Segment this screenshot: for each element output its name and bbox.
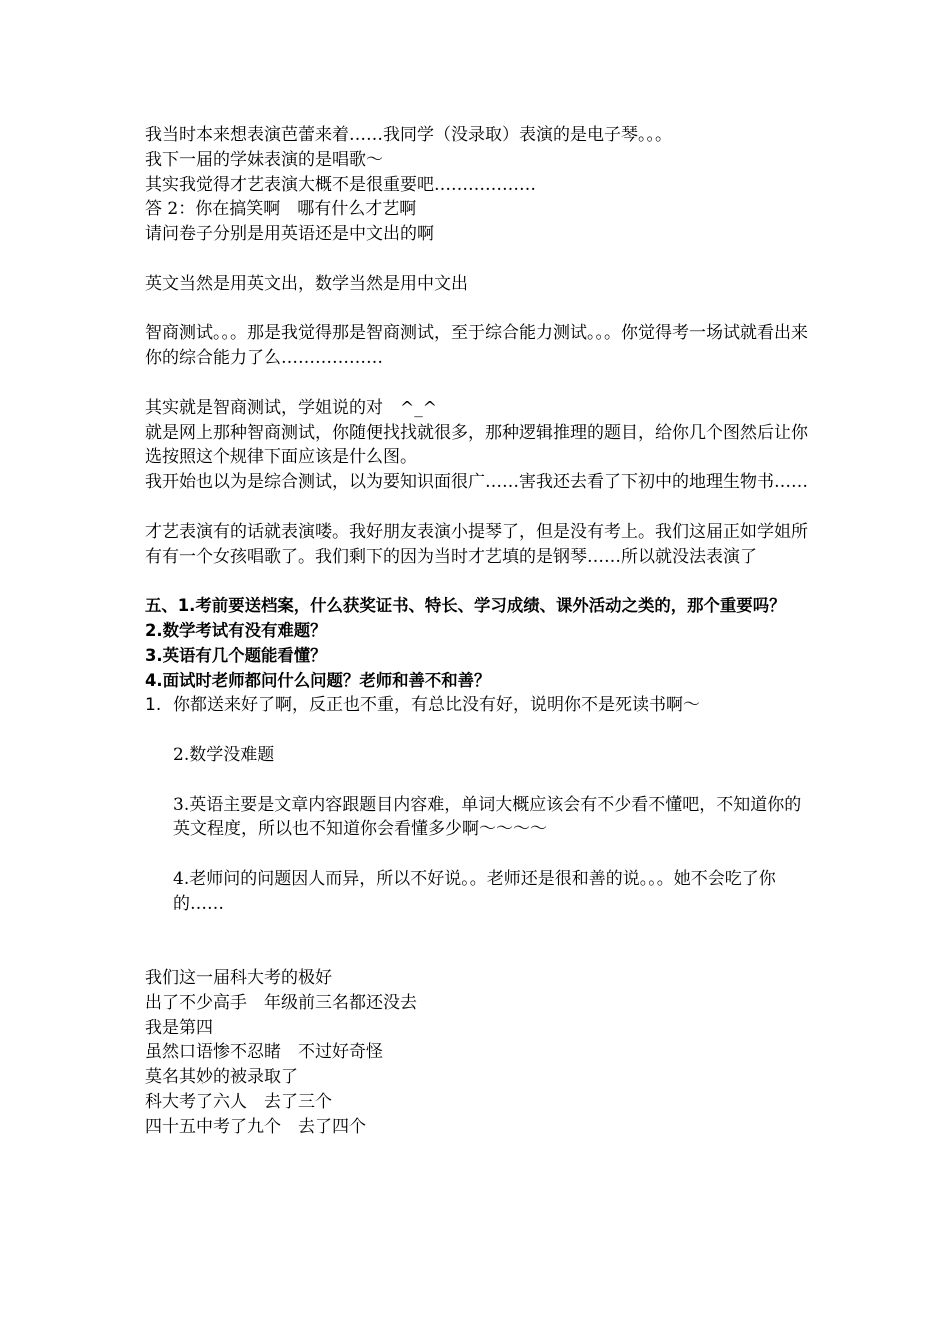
answer-text: 你都送来好了啊，反正也不重，有总比没有好，说明你不是死读书啊～ bbox=[173, 695, 700, 716]
answer-text: 4.老师问的问题因人而异，所以不好说。。老师还是很和善的说。。。她不会吃了你的…… bbox=[173, 868, 776, 914]
text-paragraph: 才艺表演有的话就表演喽。我好朋友表演小提琴了，但是没有考上。我们这届正如学姐所有有一个女孩唱歌了。我们剩下的因为当时才艺填的是钢琴……所以就没法表演了 bbox=[145, 521, 808, 567]
text-paragraph: 我开始也以为是综合测试，以为要知识面很广……害我还去看了下初中的地理生物书…… bbox=[145, 472, 808, 493]
text-paragraph: 就是网上那种智商测试，你随便找找就很多，那种逻辑推理的题目，给你几个图然后让你选按照这个规律下面应该是什么图。 bbox=[145, 422, 808, 468]
text-line: 四十五中考了九个 去了四个 bbox=[145, 1116, 366, 1137]
answer-text: 2.数学没难题 bbox=[173, 744, 275, 765]
answer-item bbox=[145, 693, 810, 718]
text-line: 莫名其妙的被录取了 bbox=[145, 1067, 298, 1088]
text-line: 出了不少高手 年级前三名都还没去 bbox=[145, 992, 417, 1013]
question: 3.英语有几个题能看懂？ bbox=[145, 645, 327, 665]
answer-number: 1. bbox=[145, 695, 162, 716]
question-heading: 五、1.考前要送档案，什么获奖证书、特长、学习成绩、课外活动之类的，那个重要吗？ bbox=[145, 596, 786, 616]
spacer bbox=[145, 569, 810, 594]
text-line: 我下一届的学妹表演的是唱歌～ bbox=[145, 149, 383, 170]
text-line: 我是第四 bbox=[145, 1017, 213, 1038]
text-line: 我们这一届科大考的极好 bbox=[145, 968, 332, 989]
document-body bbox=[145, 123, 810, 1140]
text-line: 我当时本来想表演芭蕾来着……我同学（没录取）表演的是电子琴。。。 bbox=[145, 125, 672, 145]
spacer bbox=[145, 768, 810, 793]
text-line: 答 2：你在搞笑啊 哪有什么才艺啊 bbox=[145, 199, 417, 220]
question: 4.面试时老师都问什么问题？老师和善不和善？ bbox=[145, 670, 491, 690]
spacer bbox=[145, 917, 810, 967]
text-line: 请问卷子分别是用英语还是中文出的啊 bbox=[145, 224, 434, 245]
text-line: 其实我觉得才艺表演大概不是很重要吧……………… bbox=[145, 174, 536, 195]
text-paragraph: 智商测试。。。那是我觉得那是智商测试，至于综合能力测试。。。你觉得考一场试就看出来你的综合能力了么……………… bbox=[145, 323, 808, 369]
text-line: 其实就是智商测试，学姐说的对 ^_^ bbox=[145, 397, 437, 418]
spacer bbox=[145, 842, 810, 867]
question: 2.数学考试有没有难题？ bbox=[145, 620, 327, 640]
text-line: 英文当然是用英文出，数学当然是用中文出 bbox=[145, 273, 468, 294]
text-line: 虽然口语惨不忍睹 不过好奇怪 bbox=[145, 1042, 383, 1063]
spacer bbox=[145, 495, 810, 520]
spacer bbox=[145, 297, 810, 322]
answer-text: 3.英语主要是文章内容跟题目内容难，单词大概应该会有不少看不懂吧，不知道你的英文程度，所以也不知道你会看懂多少啊～～～～ bbox=[173, 794, 802, 840]
text-line: 科大考了六人 去了三个 bbox=[145, 1092, 332, 1113]
spacer bbox=[145, 718, 810, 743]
spacer bbox=[145, 371, 810, 396]
spacer bbox=[145, 247, 810, 272]
